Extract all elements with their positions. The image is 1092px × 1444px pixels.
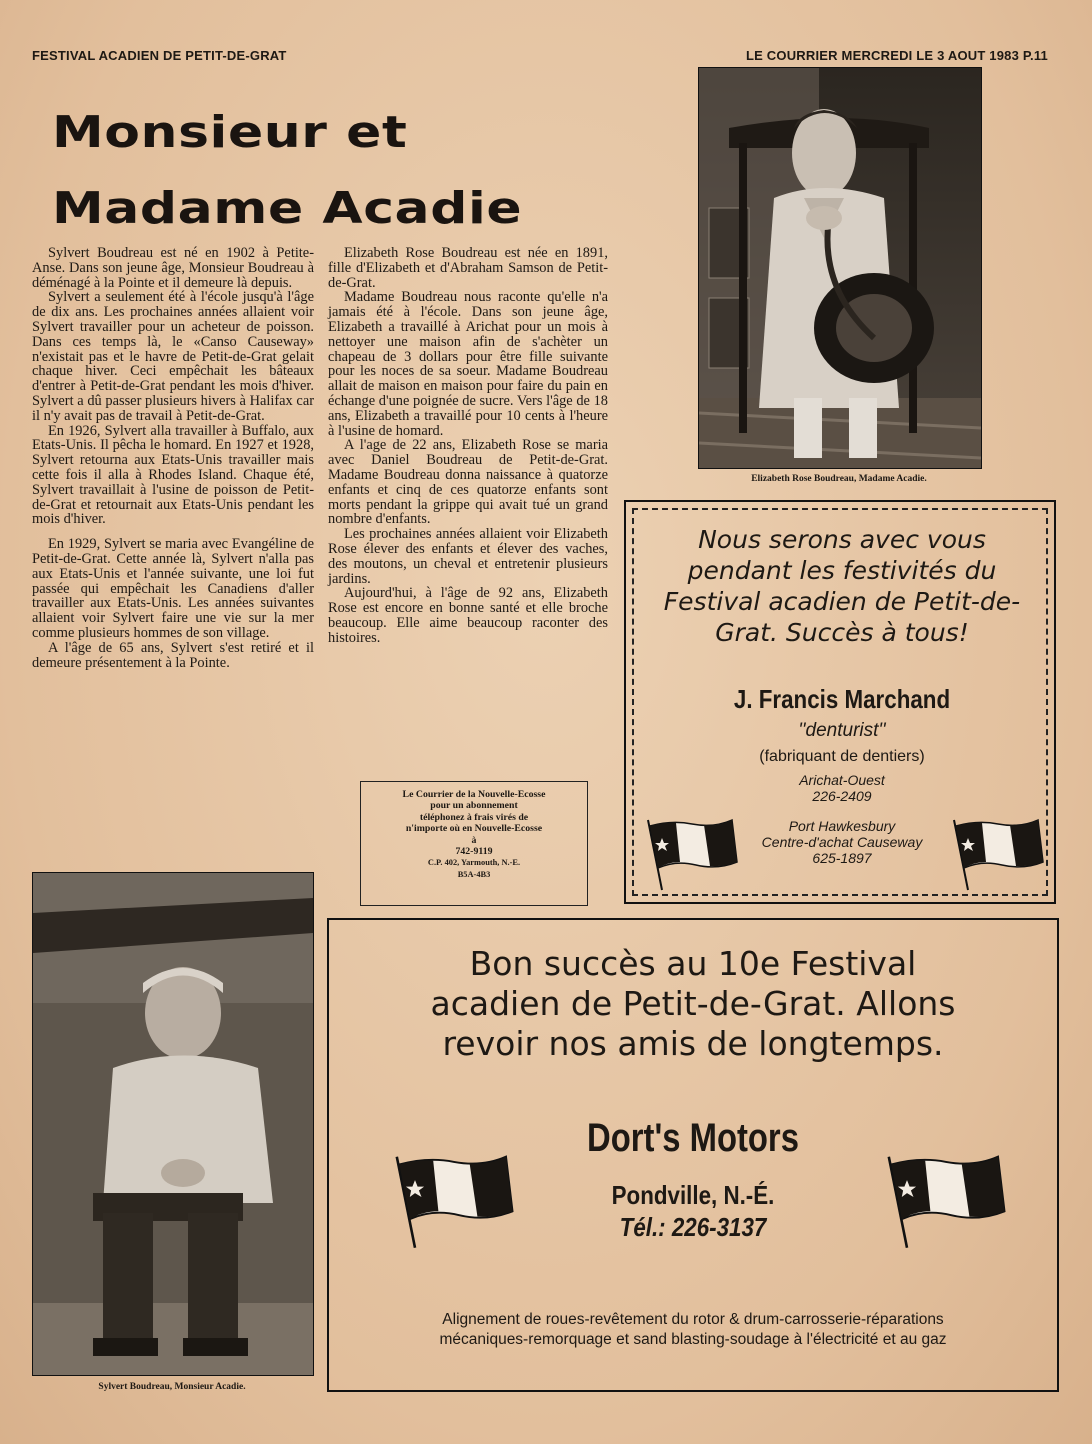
ad-profession: ''denturist'' [798,720,886,741]
subscription-line: téléphonez à frais virés de [419,811,529,823]
subscription-box [360,781,588,906]
ad-services [329,1310,1057,1350]
services-line: Alignement de roues-revêtement du rotor & drum-carrosserie-réparations [442,1311,944,1328]
running-header-right: LE COURRIER MERCREDI LE 3 AOUT 1983 P.11 [745,48,1048,63]
paragraph: Aujourd'hui, à l'âge de 92 ans, Elizabeth Rose est encore en bonne santé et elle broche beaucoup. Elle aime beaucoup raconter des histoires. [328,585,608,646]
ad-slogan: Nous serons avec vous pendant les festivités du Festival acadien de Petit-de-Grat. Succès à tous! [663,525,1021,647]
location-address: Centre-d'achat Causeway [761,834,923,850]
dorts-motors-advertisement [327,918,1059,1392]
title-line-1: Monsieur et [52,107,408,158]
headline-line: revoir nos amis de longtemps. [442,1024,944,1063]
subscription-phone: 742-9119 [455,846,493,858]
madame-acadie-caption: Elizabeth Rose Boudreau, Madame Acadie. [751,474,927,484]
headline-line: acadien de Petit-de-Grat. Allons [430,984,956,1023]
monsieur-acadie-caption: Sylvert Boudreau, Monsieur Acadie. [98,1382,246,1392]
marchand-advertisement [624,500,1056,904]
acadian-flag-icon [948,810,1048,892]
ad-location-1 [626,772,1058,804]
subscription-address: C.P. 402, Yarmouth, N.-E. [427,858,521,868]
paragraph: Elizabeth Rose Boudreau est née en 1891, fille d'Elizabeth et d'Abraham Samson de Petit-de-Grat. [328,245,608,291]
article-title [52,95,522,247]
ad-address: Pondville, N.-É. [611,1180,775,1210]
paragraph: A l'âge de 65 ans, Sylvert s'est retiré et il demeure présentement à la Pointe. [32,639,314,671]
article-column-2 [328,246,608,646]
paragraph: Sylvert a seulement été à l'école jusqu'à l'âge de dix ans. Les prochaines années allaient voir Sylvert travailler pour un acheteur de poisson. Dans ces temps là, le «Canso Causeway» n'existait pas et le havre de Petit-de-Grat gelait chaque hiver. Ceci empêchait les bâteaux d'entrer à Petit-de-Grat pendant les mois d'hiver. Sylvert a dû passer plusieurs hivers à Halifax car il n'y avait pas de travail à Petit-de-Grat. [32,289,314,424]
paragraph: Madame Boudreau nous raconte qu'elle n'a jamais été à l'école. Dans son jeune âge, Elizabeth a travaillé à Arichat pour un mois à nettoyer une maison afin de s'achèter un chapeau de 3 dollars pour être fille suivante pour les noces de sa soeur. Madame Boudreau allait de maison en maison pour faire du pain en échange d'une poignée de sucre. Vers l'âge de 18 ans, Elizabeth a travaillé pour 10 cents à l'heure à l'usine de homard. [328,289,608,439]
madame-acadie-photo [698,67,982,469]
article-column-1 [32,246,314,670]
running-header-left: FESTIVAL ACADIEN DE PETIT-DE-GRAT [32,48,287,63]
monsieur-acadie-photo [32,872,314,1376]
photo-madame-drawing [699,68,981,468]
location-name: Arichat-Ouest [799,772,885,788]
paragraph: A l'age de 22 ans, Elizabeth Rose se maria avec Daniel Boudreau de Petit-de-Grat. Madame Boudreau donna naissance à quatorze enfants et cinq de ces quatorze enfants sont morts pendant la grippe qui avait tué un grand nombre d'enfants. [328,437,608,528]
ad-description: (fabriquant de dentiers) [759,748,925,765]
subscription-line: Le Courrier de la Nouvelle-Ecosse [402,789,546,800]
services-line: mécaniques-remorquage et sand blasting-soudage à l'électricité et au gaz [439,1331,947,1348]
paragraph: En 1926, Sylvert alla travailler à Buffalo, aux Etats-Unis. Il pêcha le homard. En 1927 et 1928, Sylvert retourna aux Etats-Unis travailler mais cette fois il alla à Rhodes Island. Chaque été, Sylvert travaillait à l'usine de poisson de Petit-de-Grat et retournait aux Etats-Unis pendant les mois d'hiver. [32,422,314,528]
ad-business-name: Dort's Motors [587,1116,799,1160]
location-phone: 625-1897 [812,850,872,866]
title-line-2: Madame Acadie [52,183,523,234]
subscription-line: pour un abonnement [430,800,518,812]
paragraph: En 1929, Sylvert se maria avec Evangéline de Petit-de-Grat. Cette année là, Sylvert n'alla pas aux Etats-Unis et l'année suivante, une loi fut passée qui empêchait les Canadiens d'aller travailler aux Etats-Unis. Les années suivantes allaient voir Sylvert faire une vie sur la mer comme plusieurs hommes de son village. [32,536,314,641]
ad-phone: Tél.: 226-3137 [619,1212,767,1242]
acadian-flag-icon [389,1142,519,1252]
paragraph: Les prochaines années allaient voir Elizabeth Rose élever des enfants et élever des vaches, des moutons, un cheval et entretenir plusieurs jardins. [328,526,608,587]
headline-line: Bon succès au 10e Festival [469,944,917,983]
photo-monsieur-drawing [33,873,313,1375]
ad-headline [329,944,1057,1064]
acadian-flag-icon [881,1142,1011,1252]
location-name: Port Hawkesbury [788,818,896,834]
subscription-line: n'importe où en Nouvelle-Ecosse [405,823,543,835]
location-phone: 226-2409 [812,788,872,804]
subscription-line: à [471,834,477,846]
acadian-flag-icon [642,810,742,892]
subscription-postal-code: B5A-4B3 [457,869,491,879]
ad-business-name: J. Francis Marchand [733,684,951,714]
paragraph: Sylvert Boudreau est né en 1902 à Petite-Anse. Dans son jeune âge, Monsieur Boudreau à déménagé à la Pointe et il demeure là depuis. [32,245,314,291]
